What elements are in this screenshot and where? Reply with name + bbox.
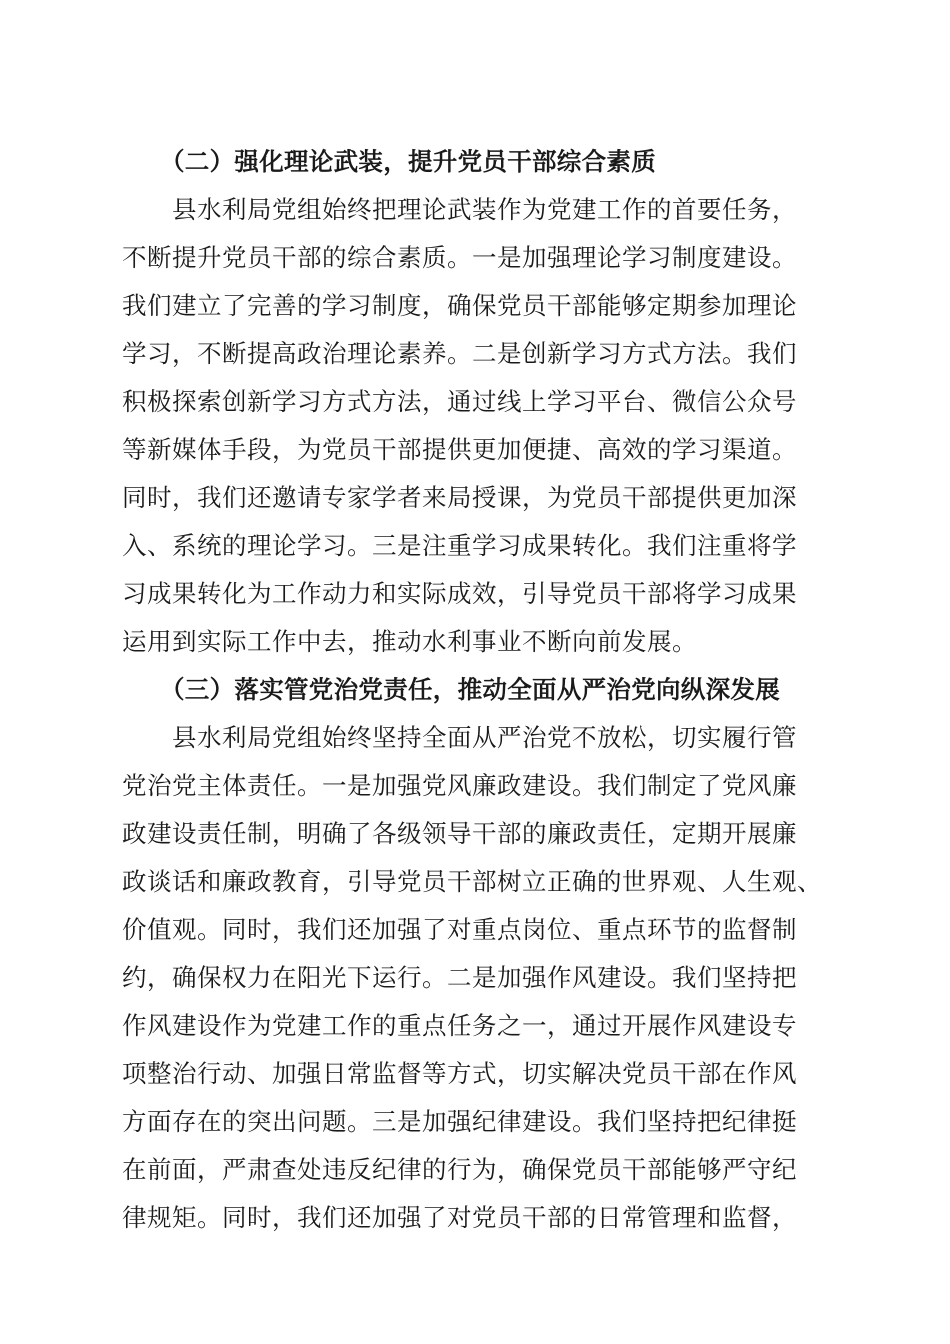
paragraph-line: 作风建设作为党建工作的重点任务之一，通过开展作风建设专 bbox=[122, 1011, 797, 1040]
paragraph-line: 积极探索创新学习方式方法，通过线上学习平台、微信公众号 bbox=[122, 387, 797, 416]
paragraph-line: 习成果转化为工作动力和实际成效，引导党员干部将学习成果 bbox=[122, 579, 797, 608]
paragraph-line: 不断提升党员干部的综合素质。一是加强理论学习制度建设。 bbox=[122, 243, 797, 272]
paragraph-line: 同时，我们还邀请专家学者来局授课，为党员干部提供更加深 bbox=[122, 483, 797, 512]
paragraph-line: 政建设责任制，明确了各级领导干部的廉政责任，定期开展廉 bbox=[122, 819, 797, 848]
paragraph-line: 方面存在的突出问题。三是加强纪律建设。我们坚持把纪律挺 bbox=[122, 1107, 797, 1136]
paragraph-line: 律规矩。同时，我们还加强了对党员干部的日常管理和监督， bbox=[122, 1203, 797, 1232]
paragraph-line: 运用到实际工作中去，推动水利事业不断向前发展。 bbox=[122, 627, 697, 656]
section-heading-3: （三）落实管党治党责任，推动全面从严治党向纵深发展 bbox=[160, 675, 780, 704]
paragraph-line: 我们建立了完善的学习制度，确保党员干部能够定期参加理论 bbox=[122, 291, 797, 320]
paragraph-line: 价值观。同时，我们还加强了对重点岗位、重点环节的监督制 bbox=[122, 915, 797, 944]
paragraph-line: 项整治行动、加强日常监督等方式，切实解决党员干部在作风 bbox=[122, 1059, 797, 1088]
section-heading-2: （二）强化理论武装，提升党员干部综合素质 bbox=[160, 147, 656, 176]
paragraph-line: 约，确保权力在阳光下运行。二是加强作风建设。我们坚持把 bbox=[122, 963, 797, 992]
paragraph-line: 县水利局党组始终坚持全面从严治党不放松，切实履行管 bbox=[172, 723, 797, 752]
paragraph-line: 县水利局党组始终把理论武装作为党建工作的首要任务， bbox=[172, 195, 797, 224]
paragraph-line: 在前面，严肃查处违反纪律的行为，确保党员干部能够严守纪 bbox=[122, 1155, 797, 1184]
paragraph-line: 党治党主体责任。一是加强党风廉政建设。我们制定了党风廉 bbox=[122, 771, 797, 800]
paragraph-line: 等新媒体手段，为党员干部提供更加便捷、高效的学习渠道。 bbox=[122, 435, 797, 464]
paragraph-line: 政谈话和廉政教育，引导党员干部树立正确的世界观、人生观、 bbox=[122, 867, 822, 896]
paragraph-line: 入、系统的理论学习。三是注重学习成果转化。我们注重将学 bbox=[122, 531, 797, 560]
paragraph-line: 学习，不断提高政治理论素养。二是创新学习方式方法。我们 bbox=[122, 339, 797, 368]
